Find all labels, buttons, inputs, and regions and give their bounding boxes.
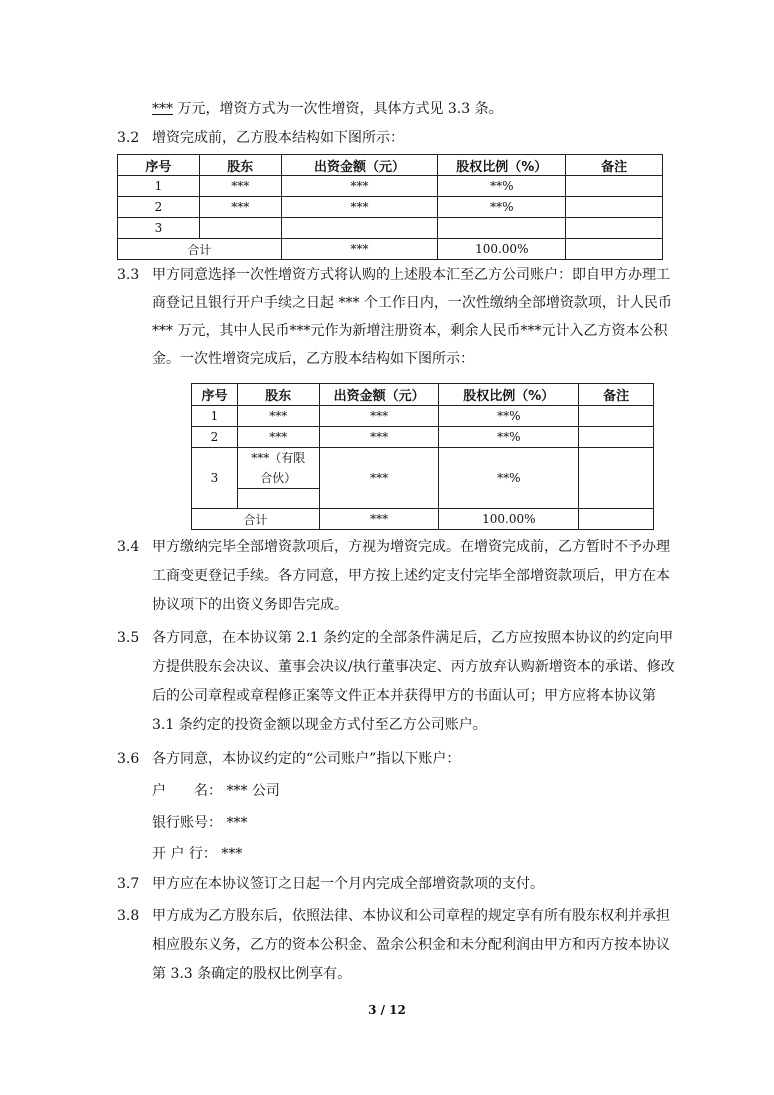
table-row (118, 176, 663, 197)
clause-3-2-text: 增资完成前，乙方股本结构如下图所示： (152, 130, 404, 146)
clause-number: 3.7 (117, 876, 140, 892)
table-header: 股权比例（%） (438, 155, 566, 176)
clause-3-8-line: 第 3.3 条确定的股权比例享有。 (152, 966, 352, 982)
clause-3-3-line: 商登记且银行开户手续之日起 *** 个工作日内，一次性缴纳全部增资款项，计人民币 (152, 295, 672, 311)
table-cell (566, 197, 663, 218)
account-name-value: *** 公司 (226, 783, 280, 799)
clause-3-7-text: 甲方应在本协议签订之日起一个月内完成全部增资款项的支付。 (152, 876, 544, 892)
table-cell: **% (439, 427, 579, 448)
table-cell (579, 406, 654, 427)
shareholding-table-after (191, 383, 654, 530)
table-cell: 3 (192, 448, 238, 509)
table-cell: 2 (192, 427, 238, 448)
table-cell: **% (438, 197, 566, 218)
total-label: 合计 (118, 239, 282, 260)
table-cell: *** (319, 427, 439, 448)
table-cell: 2 (118, 197, 200, 218)
total-amount: *** (281, 239, 438, 260)
table-cell (281, 218, 438, 239)
clause-number: 3.8 (117, 908, 140, 924)
table-cell: 3 (118, 218, 200, 239)
table-row (192, 448, 654, 489)
clause-number: 3.2 (117, 130, 140, 146)
table-cell (566, 176, 663, 197)
clause-3-4-line: 协议项下的出资义务即告完成。 (152, 597, 348, 613)
bank-value: *** (221, 846, 243, 862)
table-cell (237, 489, 319, 509)
table-header: 序号 (192, 384, 238, 406)
intro-text: 万元，增资方式为一次性增资，具体方式见 3.3 条。 (177, 101, 503, 117)
clause-number: 3.4 (117, 539, 140, 555)
table-cell (566, 239, 663, 260)
bank-row (152, 844, 242, 864)
table-row (118, 218, 663, 239)
clause-3-3-line: 金。一次性增资完成后，乙方股本结构如下图所示： (152, 351, 474, 367)
table-cell: 1 (192, 406, 238, 427)
table-cell: *** (319, 448, 439, 509)
intro-amount: *** (152, 101, 173, 117)
table-cell (438, 218, 566, 239)
clause-3-5-line: 后的公司章程或章程修正案等文件正本并获得甲方的书面认可；甲方应将本协议第 (152, 688, 656, 704)
clause-3-3-line: 甲方同意选择一次性增资方式将认购的上述股本汇至乙方公司账户：即自甲方办理工 (152, 267, 670, 283)
clause-3-5-line: 方提供股东会决议、董事会决议/执行董事决定、丙方放弃认购新增资本的承诺、修改 (152, 659, 675, 675)
table-cell (579, 427, 654, 448)
table-cell: **% (438, 176, 566, 197)
clause-3-4-line: 工商变更登记手续。各方同意，甲方按上述约定支付完毕全部增资款项后，甲方在本 (152, 568, 670, 584)
table-row (118, 197, 663, 218)
clause-3-5-line: 3.1 条约定的投资金额以现金方式付至乙方公司账户。 (152, 717, 487, 733)
table-header: 序号 (118, 155, 200, 176)
table-cell (579, 509, 654, 530)
table-cell (199, 218, 281, 239)
clause-number: 3.3 (117, 267, 140, 283)
table-total-row (192, 509, 654, 530)
clause-3-8-line: 相应股东义务，乙方的资本公积金、盈余公积金和未分配利润由甲方和丙方按本协议 (152, 937, 670, 953)
clause-3-3-line: *** 万元，其中人民币***元作为新增注册资本，剩余人民币***元计入乙方资本公积 (152, 323, 668, 339)
clause-3-5-line: 各方同意，在本协议第 2.1 条约定的全部条件满足后，乙方应按照本协议的约定向甲 (152, 630, 674, 646)
shareholding-table-before (117, 154, 663, 260)
table-header: 股东 (237, 384, 319, 406)
table-cell: *** (319, 406, 439, 427)
table-cell: *** (281, 197, 438, 218)
account-number-row (152, 813, 247, 833)
table-cell: *** (237, 406, 319, 427)
total-label: 合计 (192, 509, 320, 530)
bank-label: 开 户 行： (152, 846, 217, 862)
intro-line (152, 99, 503, 119)
table-cell: **% (439, 406, 579, 427)
table-header: 出资金额（元） (319, 384, 439, 406)
table-row (192, 406, 654, 427)
table-header: 股东 (199, 155, 281, 176)
holder-name-line: 合伙） (260, 471, 297, 485)
table-header: 出资金额（元） (281, 155, 438, 176)
table-cell: *** (199, 176, 281, 197)
account-name-row (152, 781, 280, 801)
table-header: 备注 (579, 384, 654, 406)
table-total-row (118, 239, 663, 260)
clause-number: 3.6 (117, 751, 140, 767)
clause-3-4-line: 甲方缴纳完毕全部增资款项后，方视为增资完成。在增资完成前，乙方暂时不予办理 (152, 539, 670, 555)
table-header: 备注 (566, 155, 663, 176)
account-number-label: 银行账号： (152, 815, 222, 831)
table-cell: 1 (118, 176, 200, 197)
total-ratio: 100.00% (438, 239, 566, 260)
holder-name-line: ***（有限 (251, 451, 306, 465)
total-ratio: 100.00% (439, 509, 579, 530)
account-number-value: *** (226, 815, 248, 831)
clause-3-8-line: 甲方成为乙方股东后，依照法律、本协议和公司章程的规定享有所有股东权利并承担 (152, 908, 670, 924)
table-cell (579, 448, 654, 509)
table-cell: *** (237, 427, 319, 448)
table-cell: *** (281, 176, 438, 197)
clause-3-6-text: 各方同意，本协议约定的“公司账户”指以下账户： (152, 751, 461, 767)
table-cell: **% (439, 448, 579, 509)
table-cell (237, 448, 319, 489)
clause-number: 3.5 (117, 630, 140, 646)
table-header: 股权比例（%） (439, 384, 579, 406)
table-cell: *** (199, 197, 281, 218)
total-amount: *** (319, 509, 439, 530)
page-number: 3 / 12 (368, 1003, 406, 1017)
table-row (192, 427, 654, 448)
table-cell (566, 218, 663, 239)
account-name-label: 户 名： (152, 783, 222, 799)
